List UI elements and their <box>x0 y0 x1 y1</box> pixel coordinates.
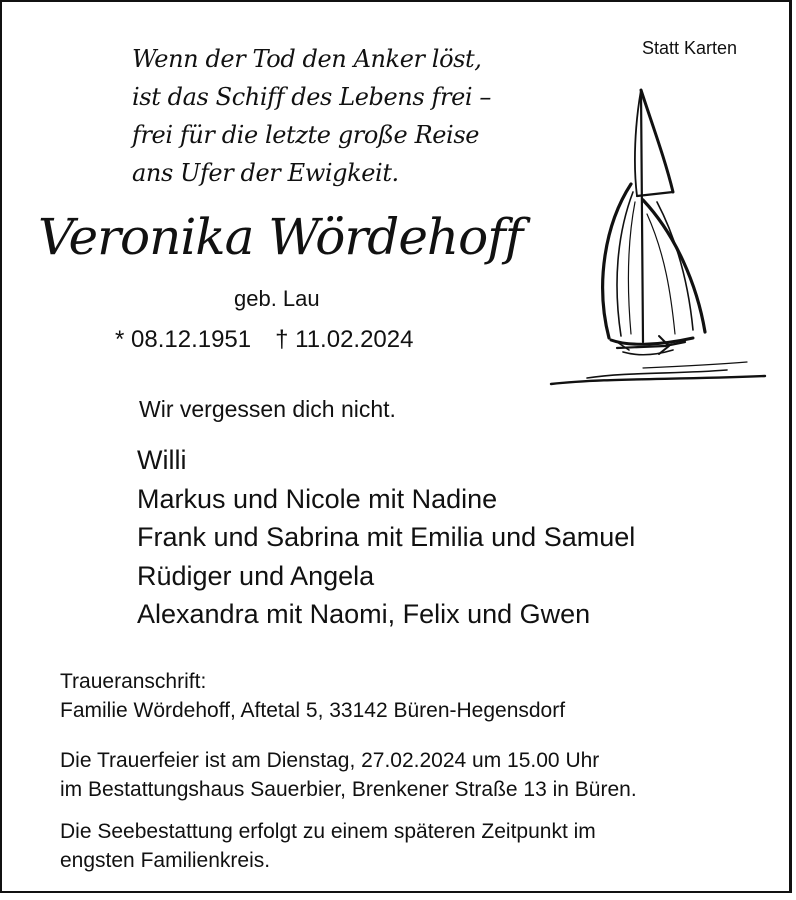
address-value: Familie Wördehoff, Aftetal 5, 33142 Büren-Hegensdorf <box>60 699 566 722</box>
ceremony-info <box>60 746 637 804</box>
burial-info <box>60 817 596 875</box>
poem-line: ist das Schiff des Lebens frei – <box>132 83 491 111</box>
burial-line: Die Seebestattung erfolgt zu einem späteren Zeitpunkt im <box>60 820 596 843</box>
life-dates <box>115 326 413 354</box>
birth-date: * 08.12.1951 <box>115 326 252 353</box>
poem-line: frei für die letzte große Reise <box>132 121 480 149</box>
poem-line: Wenn der Tod den Anker löst, <box>132 45 482 73</box>
address-label: Traueranschrift: <box>60 670 207 693</box>
poem <box>132 40 552 192</box>
mourner-line: Alexandra mit Naomi, Felix und Gwen <box>137 599 591 629</box>
mourner-line: Markus und Nicole mit Nadine <box>137 483 498 514</box>
deceased-name: Veronika Wördehoff <box>38 208 523 266</box>
sailboat-icon <box>547 84 772 389</box>
maiden-name: geb. Lau <box>234 286 320 311</box>
mourner-line: Frank und Sabrina mit Emilia und Samuel <box>137 522 636 552</box>
burial-line: engsten Familienkreis. <box>60 849 271 872</box>
mourner-line: Willi <box>137 445 187 475</box>
mourners-intro: Wir vergessen dich nicht. <box>139 396 396 422</box>
mourner-line: Rüdiger und Angela <box>137 560 375 591</box>
poem-line: ans Ufer der Ewigkeit. <box>132 159 399 187</box>
ceremony-line: im Bestattungshaus Sauerbier, Brenkener Straße 13 in Büren. <box>60 778 637 801</box>
death-date: † 11.02.2024 <box>275 326 414 353</box>
mourning-address <box>60 667 565 725</box>
statt-karten-note: Statt Karten <box>642 38 738 58</box>
mourners-list <box>137 441 635 634</box>
ceremony-line: Die Trauerfeier ist am Dienstag, 27.02.2024 um 15.00 Uhr <box>60 749 600 772</box>
